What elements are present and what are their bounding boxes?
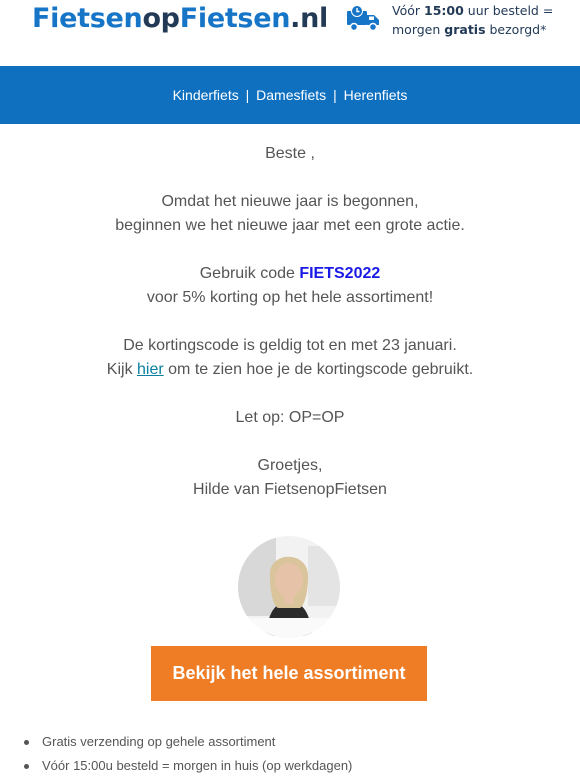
code-line [0,262,580,286]
avatar [238,536,340,638]
logo-part: Fietsen [179,3,291,34]
greeting: Beste , [265,145,315,162]
list-item: Gratis verzending op gehele assortiment [22,730,352,754]
intro-line-1: Omdat het nieuwe jaar is begonnen, [161,193,419,210]
nav-link-herenfiets[interactable]: Herenfiets [343,87,408,103]
discount-line: voor 5% korting op het hele assortiment! [146,289,434,306]
delivery-truck-icon [346,3,382,33]
logo-part: Fietsen [32,3,143,34]
promo-text: Vóór [392,3,424,18]
nav-link-damesfiets[interactable]: Damesfiets [256,87,327,103]
promo-line-2 [392,20,572,39]
note: Let op: OP=OP [235,409,345,426]
category-nav-bar [0,66,580,124]
discount-code: FIETS2022 [299,265,381,282]
logo-part: op [142,3,180,34]
list-item: Vóór 15:00u besteld = morgen in huis (op werkdagen) [22,754,352,778]
link-line [0,358,580,382]
valid-line: De kortingscode is geldig tot en met 23 januari. [123,337,457,354]
link-intro: Kijk [106,361,138,378]
promo-gratis: gratis [444,22,486,37]
brand-logo[interactable] [32,3,328,34]
promo-text: morgen [392,22,445,37]
email-header [0,0,580,66]
nav-separator: | [245,87,250,103]
hier-link[interactable]: hier [137,361,164,378]
email-body [0,142,580,502]
closing: Groetjes, [257,457,323,474]
link-outro: om te zien hoe je de kortingscode gebruikt. [163,361,474,378]
delivery-promo [392,1,572,39]
view-assortment-button[interactable]: Bekijk het hele assortiment [151,646,427,701]
nav-separator: | [333,87,337,103]
usp-list [22,730,352,778]
nav-link-kinderfiets[interactable]: Kinderfiets [172,87,239,103]
code-intro: Gebruik code [199,265,300,282]
avatar-portrait [238,536,340,638]
signature: Hilde van FietsenopFietsen [193,481,387,498]
promo-time: 15:00 [424,3,464,18]
promo-text: uur besteld = [463,3,554,18]
promo-line-1 [392,1,572,20]
logo-part: .nl [290,3,328,34]
promo-text: bezorgd* [485,22,547,37]
intro-line-2: beginnen we het nieuwe jaar met een grote actie. [115,217,465,234]
